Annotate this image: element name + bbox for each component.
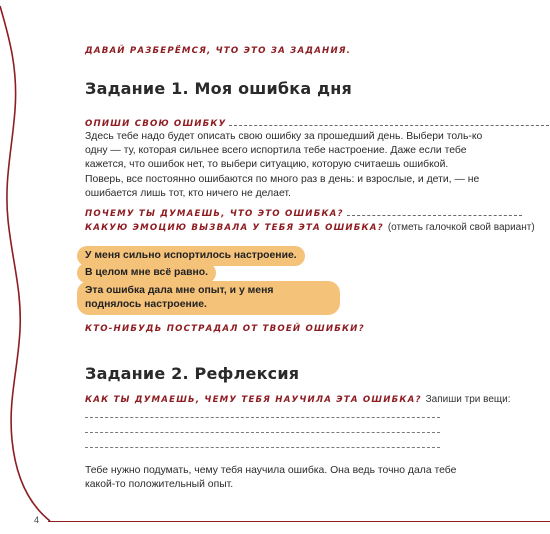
describe-answer-line[interactable] [229,117,550,126]
harmed-label: КТО-НИБУДЬ ПОСТРАДАЛ ОТ ТВОЕЙ ОШИБКИ? [85,324,365,334]
question-row [85,394,510,405]
emotion-row [85,222,535,233]
answer-line-1[interactable] [85,417,440,418]
emotion-note: (отметь галочкой свой вариант) [387,222,535,233]
page-number: 4 [34,515,40,525]
answer-line-2[interactable] [85,432,440,433]
why-answer-line[interactable] [347,207,522,216]
emotion-option-3[interactable]: Эта ошибка дала мне опыт, и у меня поднялось настроение. [77,281,340,315]
task2-paragraph: Тебе нужно подумать, чему тебя научила ошибка. Она ведь точно дала тебе какой-то положительный опыт. [85,465,457,491]
describe-label: ОПИШИ СВОЮ ОШИБКУ [85,119,227,129]
task1-title: Задание 1. Моя ошибка дня [85,79,352,98]
intro-heading: ДАВАЙ РАЗБЕРЁМСЯ, ЧТО ЭТО ЗА ЗАДАНИЯ. [85,46,352,56]
question-label: КАК ТЫ ДУМАЕШЬ, ЧЕМУ ТЕБЯ НАУЧИЛА ЭТА ОШИБКА? [85,395,422,405]
emotion-option-2[interactable]: В целом мне всё равно. [77,263,216,283]
why-row [85,207,522,219]
why-label: ПОЧЕМУ ТЫ ДУМАЕШЬ, ЧТО ЭТО ОШИБКА? [85,209,344,219]
emotion-option-1[interactable]: У меня сильно испортилось настроение. [77,246,305,266]
page-edge-decoration [0,0,60,534]
left-wavy-border [0,6,50,521]
answer-line-3[interactable] [85,447,440,448]
task2-title: Задание 2. Рефлексия [85,364,300,383]
task1-paragraph: Здесь тебе надо будет описать свою ошибку за прошедший день. Выбери толь-ко одну — ту, которая сильнее всего испортила тебе настроение. Даже если тебе кажется, что ошибок нет, то выбери ситуацию, которую считаешь ошибкой. Поверь, все постоянно ошибаются по много раз в день: и взрослые, и дети, — не ошибается лишь тот, кто ничего не делает. [85,131,483,199]
emotion-label: КАКУЮ ЭМОЦИЮ ВЫЗВАЛА У ТЕБЯ ЭТА ОШИБКА? [85,223,384,233]
describe-row [85,117,550,129]
question-note: Запиши три вещи: [425,394,511,405]
bottom-rule [48,521,550,522]
harmed-row [85,324,365,334]
